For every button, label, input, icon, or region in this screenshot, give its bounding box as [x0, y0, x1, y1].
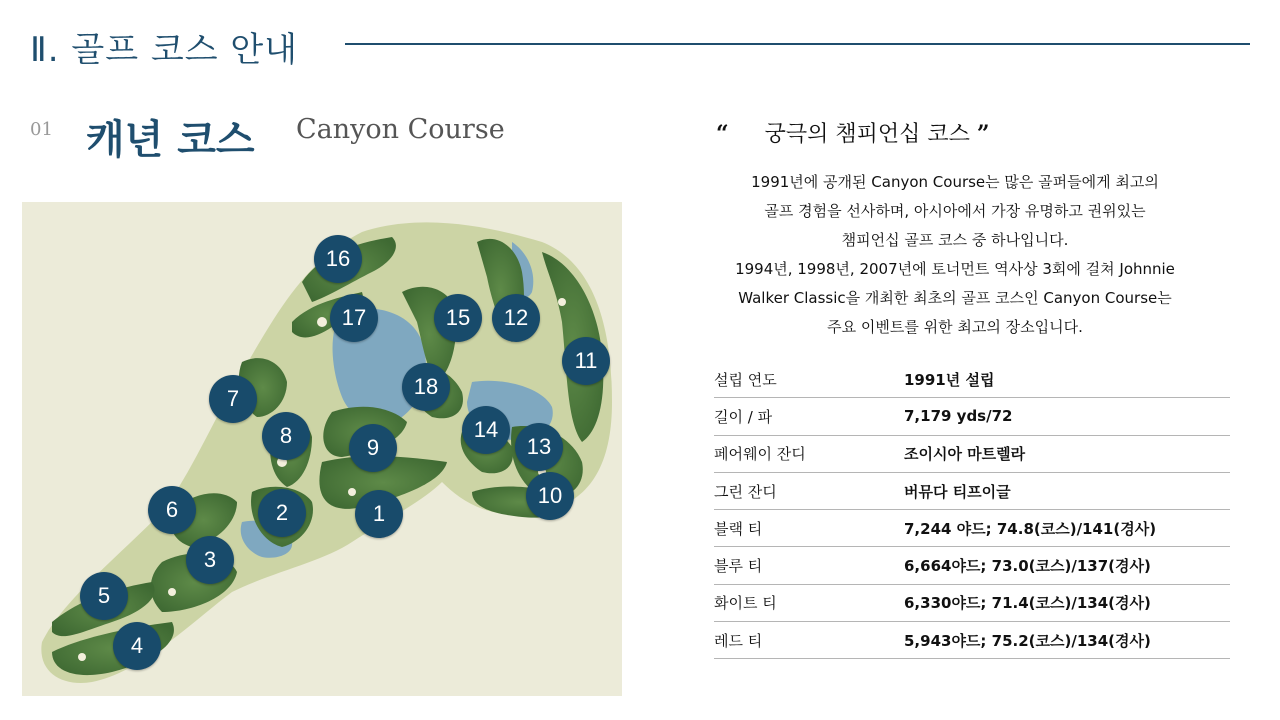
- course-info-table: [714, 361, 1230, 659]
- hole-marker-8[interactable]: 8: [262, 412, 310, 460]
- info-row-black-tee: [714, 510, 1230, 547]
- close-quote-mark: ”: [976, 121, 990, 147]
- course-number: 01: [30, 119, 53, 140]
- course-map: [22, 202, 622, 696]
- hole-marker-14[interactable]: 14: [462, 406, 510, 454]
- hole-marker-16[interactable]: 16: [314, 235, 362, 283]
- hole-marker-17[interactable]: 17: [330, 294, 378, 342]
- info-value: 7,244 야드; 74.8(코스)/141(경사): [904, 519, 1157, 538]
- info-label: 레드 티: [714, 631, 763, 650]
- hole-marker-7[interactable]: 7: [209, 375, 257, 423]
- hole-marker-6[interactable]: 6: [148, 486, 196, 534]
- hole-marker-4[interactable]: 4: [113, 622, 161, 670]
- info-label: 그린 잔디: [714, 482, 777, 501]
- hole-marker-1[interactable]: 1: [355, 490, 403, 538]
- headline-quote: [716, 117, 990, 148]
- info-value: 버뮤다 티프이글: [904, 482, 1011, 501]
- info-label: 블루 티: [714, 557, 763, 576]
- info-value: 1991년 설립: [904, 370, 995, 389]
- info-row-white-tee: [714, 585, 1230, 622]
- info-label: 페어웨이 잔디: [714, 445, 806, 464]
- course-description: [700, 168, 1210, 342]
- info-row-established: [714, 361, 1230, 398]
- hole-marker-9[interactable]: 9: [349, 424, 397, 472]
- info-row-length-par: [714, 398, 1230, 435]
- info-row-blue-tee: [714, 547, 1230, 584]
- section-title: Ⅱ. 골프 코스 안내: [30, 30, 299, 70]
- info-label: 길이 / 파: [714, 407, 773, 426]
- hole-marker-11[interactable]: 11: [562, 337, 610, 385]
- open-quote-mark: “: [716, 121, 729, 147]
- hole-marker-18[interactable]: 18: [402, 363, 450, 411]
- description-line: 1991년에 공개된 Canyon Course는 많은 골퍼들에게 최고의: [751, 173, 1159, 191]
- info-label: 설립 연도: [714, 370, 777, 389]
- info-label: 블랙 티: [714, 519, 763, 538]
- description-line: 1994년, 1998년, 2007년에 토너먼트 역사상 3회에 걸쳐 Johnnie: [735, 260, 1175, 278]
- info-value: 6,664야드; 73.0(코스)/137(경사): [904, 557, 1151, 576]
- hole-marker-5[interactable]: 5: [80, 572, 128, 620]
- description-line: 골프 경험을 선사하며, 아시아에서 가장 유명하고 권위있는: [764, 202, 1146, 220]
- course-name-korean: 캐년 코스: [86, 117, 255, 163]
- hole-marker-2[interactable]: 2: [258, 489, 306, 537]
- info-value: 조이시아 마트렐라: [904, 445, 1026, 464]
- hole-marker-10[interactable]: 10: [526, 472, 574, 520]
- description-line: 주요 이벤트를 위한 최고의 장소입니다.: [827, 318, 1083, 336]
- hole-marker-15[interactable]: 15: [434, 294, 482, 342]
- hole-marker-13[interactable]: 13: [515, 423, 563, 471]
- info-value: 7,179 yds/72: [904, 407, 1013, 426]
- headline-text: 궁극의 챔피언십 코스: [764, 122, 970, 147]
- description-line: 챔피언십 골프 코스 중 하나입니다.: [841, 231, 1069, 249]
- info-label: 화이트 티: [714, 594, 777, 613]
- info-value: 6,330야드; 71.4(코스)/134(경사): [904, 594, 1151, 613]
- description-line: Walker Classic을 개최한 최초의 골프 코스인 Canyon Course는: [738, 289, 1172, 307]
- info-row-green-grass: [714, 473, 1230, 510]
- info-row-red-tee: [714, 622, 1230, 659]
- hole-marker-3[interactable]: 3: [186, 536, 234, 584]
- info-row-fairway-grass: [714, 436, 1230, 473]
- header-divider: [345, 43, 1250, 45]
- course-name-english: Canyon Course: [296, 114, 505, 145]
- info-value: 5,943야드; 75.2(코스)/134(경사): [904, 631, 1151, 650]
- hole-marker-12[interactable]: 12: [492, 294, 540, 342]
